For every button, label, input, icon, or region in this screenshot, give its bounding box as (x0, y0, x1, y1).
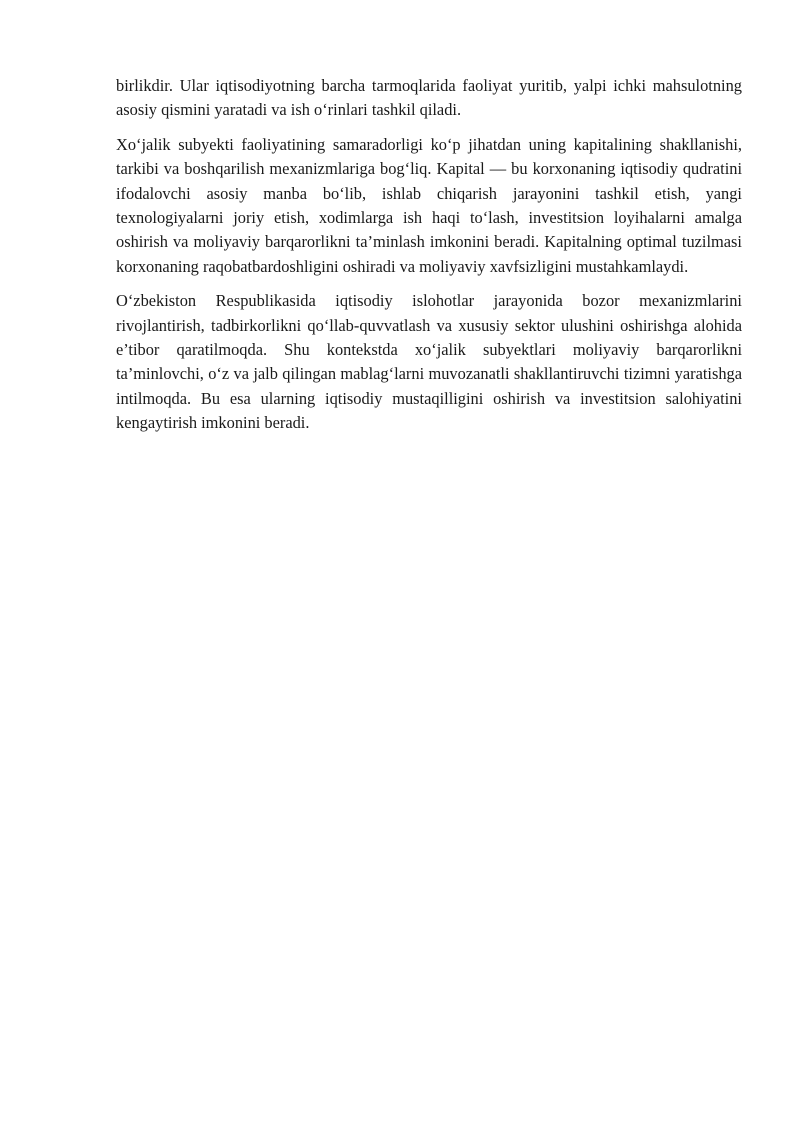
paragraph-uzbekistan-reforms: O‘zbekiston Respublikasida iqtisodiy islohotlar jarayonida bozor mexanizmlarini rivojlantirish, tadbirkorlikni qo‘llab-quvvatlash va xususiy sektor ulushini oshirishga alohida e’tibor qaratilmoqda. Shu kontekstda xo‘jalik subyektlari moliyaviy barqarorlikni ta’minlovchi, o‘z va jalb qilingan mablag‘larni muvozanatli shakllantiruvchi tizimni yaratishga intilmoqda. Bu esa ularning iqtisodiy mustaqilligini oshirish va investitsion salohiyatini kengaytirish imkonini beradi. (116, 291, 742, 433)
paragraph-continuation: birlikdir. Ular iqtisodiyotning barcha tarmoqlarida faoliyat yuritib, yalpi ichki mahsulotning asosiy qismini yaratadi va ish o‘rinlari tashkil qiladi. (116, 76, 742, 120)
body-text (116, 74, 742, 446)
paragraph-capital-efficiency: Xo‘jalik subyekti faoliyatining samaradorligi ko‘p jihatdan uning kapitalining shakllanishi, tarkibi va boshqarilish mexanizmlariga bog‘liq. Kapital — bu korxonaning iqtisodiy qudratini ifodalovchi asosiy manba bo‘lib, ishlab chiqarish jarayonini tashkil etish, yangi texnologiyalarni joriy etish, xodimlarga ish haqi to‘lash, investitsion loyihalarni amalga oshirish va moliyaviy barqarorlikni ta’minlash imkonini beradi. Kapitalning optimal tuzilmasi korxonaning raqobatbardoshligini oshiradi va moliyaviy xavfsizligini mustahkamlaydi. (116, 134, 742, 276)
